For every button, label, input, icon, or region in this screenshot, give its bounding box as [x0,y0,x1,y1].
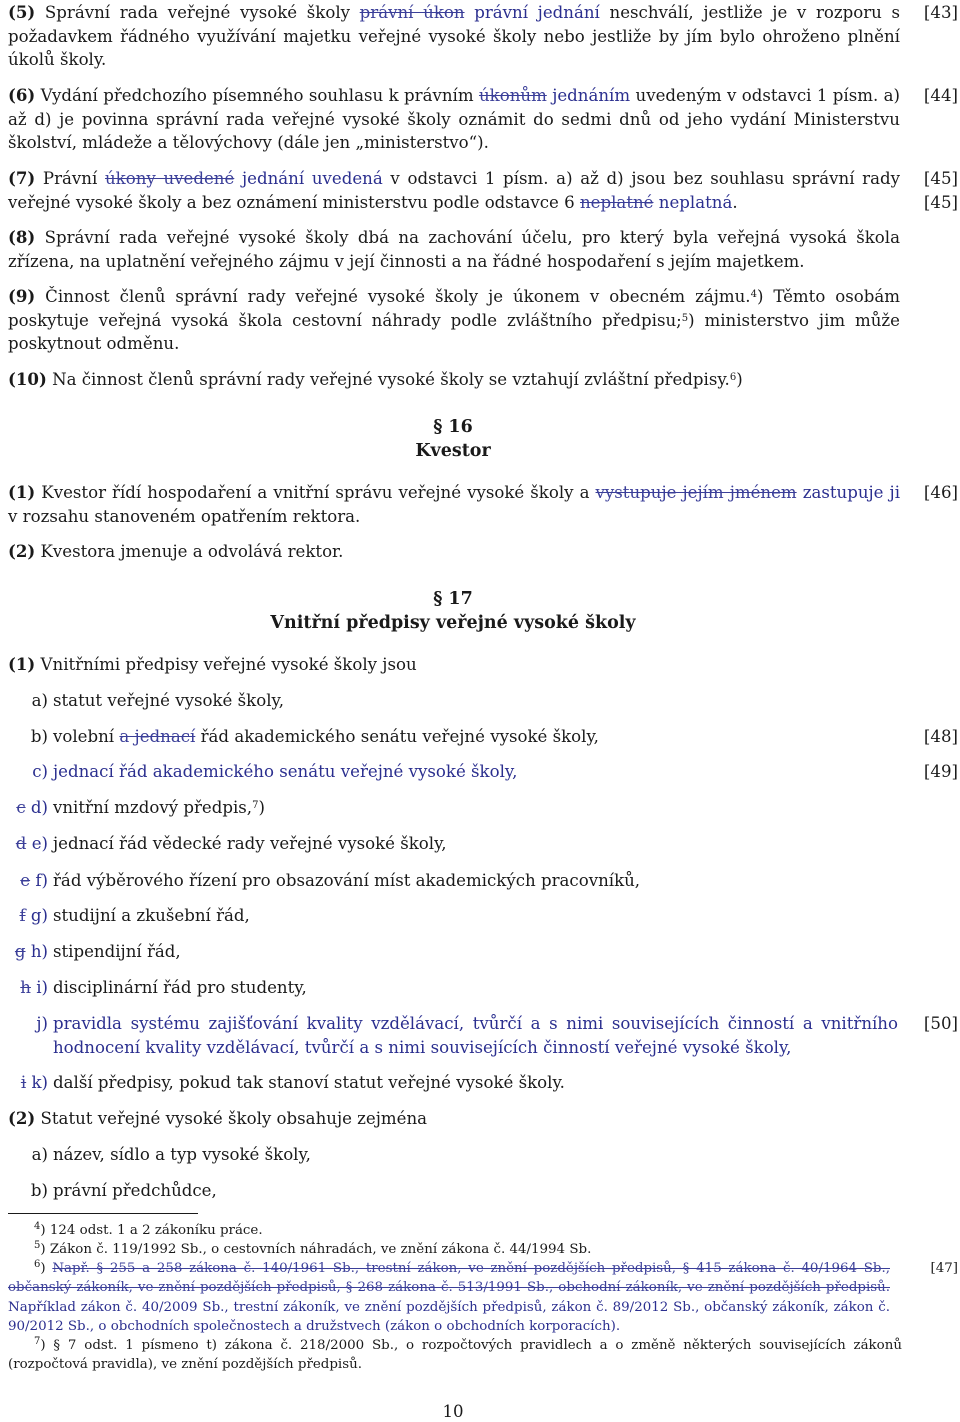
inserted-text: Například zákon č. 40/2009 Sb., trestní zákoník, ve znění pozdějších předpisů, zákon č. 89/2012 Sb., občanský zákoník, zákon č. 90/2012 Sb., o obchodních společnostech a družstvech (zákon o obchodních korporacích). [8,1299,890,1335]
footnote-text: ) 124 odst. 1 a 2 zákoníku práce. [40,1223,263,1238]
item-text: řád výběrového řízení pro obsazování míst akademických pracovníků, [53,871,641,890]
amendment-marker: [48] [923,727,958,746]
amendment-marker: [49] [923,762,958,781]
deleted-label: c [16,798,26,817]
footnote-separator [8,1213,198,1214]
footnote-number: 7 [34,1336,41,1347]
footnote-ref: 4 [750,289,757,300]
kvestor-paragraph-2 [8,540,900,564]
text: Na činnost členů správní rady veřejné vysoké školy se vztahují zvláštní předpisy. [46,370,730,389]
predpisy-paragraph-1 [8,653,900,677]
amendment-marker: [45] [923,169,958,188]
item-label: f) [35,871,48,890]
item-text: právní předchůdce, [53,1181,217,1200]
footnote-number: 4 [34,1221,41,1232]
text: Právní [35,169,105,188]
item-text: další předpisy, pokud tak stanoví statut veřejné vysoké školy. [53,1073,565,1092]
item-label: e) [31,834,48,853]
paragraph-number: (1) [8,482,36,502]
deleted-text: úkony uvedené [104,169,235,188]
deleted-label: g [14,942,26,961]
paragraph-number: (1) [8,654,36,674]
text: Vnitřními předpisy veřejné vysoké školy jsou [35,655,417,674]
deleted-text: Např. § 255 a 258 zákona č. 140/1961 Sb., trestní zákon, ve znění pozdějších předpisů, § 415 zákona č. 40/1964 Sb., občanský zákoník, ve znění pozdějších předpisů, § 268 zákona č. 513/1991 Sb., obchodní zákoník, ve znění pozdějších předpisů. [8,1261,890,1296]
predpisy-paragraph-2 [8,1107,900,1131]
paragraph-number: (6) [8,85,36,105]
item-text: řád akademického senátu veřejné vysoké školy, [195,727,599,746]
item-label: d) [30,798,48,817]
item-text: statut veřejné vysoké školy, [53,691,284,710]
item-label: k) [31,1073,48,1092]
deleted-label: h [20,978,31,997]
text: Správní rada veřejné vysoké školy dbá na zachování účelu, pro který byla veřejná vysoká škola zřízena, na uplatnění veřejného zájmu v její činnosti a na řádné hospodaření s jejím majetkem. [8,228,900,271]
item-label: b) [30,727,48,746]
footnote-6 [8,1259,890,1337]
text: Kvestor řídí hospodaření a vnitřní správu veřejné vysoké školy a [35,483,596,502]
footnote-ref: 7 [252,800,259,811]
deleted-text: a jednací [119,727,196,746]
item-text: disciplinární řád pro studenty, [53,978,307,997]
deleted-text: úkonům [478,86,547,105]
footnote-5 [8,1240,902,1259]
deleted-label: d [15,834,27,853]
amendment-marker: [50] [923,1014,958,1033]
item-text: studijní a zkušební řád, [53,906,250,925]
kvestor-paragraph-1 [8,481,900,528]
inserted-text: jednací řád akademického senátu veřejné vysoké školy, [53,762,518,781]
text: Vydání předchozího písemného souhlasu k právním [35,86,479,105]
text: ) Těmto osobám poskytuje veřejná vysoká škola cestovní náhrady podle zvláštního předpisu; [8,287,900,330]
paragraph-10 [8,368,900,392]
paragraph-5 [8,1,900,72]
inserted-text: zastupuje ji [796,483,900,502]
section-number: § 16 [433,417,473,437]
item-label: i) [36,978,48,997]
footnote-ref: 6 [729,372,737,383]
text: neschválí, jestliže je v rozporu s požadavkem řádného využívání majetku veřejné vysoké školy nebo jestliže by jím bylo ohroženo plnění úkolů školy. [8,3,901,70]
section-number: § 17 [433,589,473,609]
paragraph-number: (2) [8,541,36,561]
inserted-text: právní jednání [464,3,600,22]
paragraph-7 [8,167,900,214]
footnote-text: ) Zákon č. 119/1992 Sb., o cestovních náhradách, ve znění zákona č. 44/1994 Sb. [40,1242,592,1257]
paragraph-number: (8) [8,227,36,247]
item-text: vnitřní mzdový předpis, [53,798,253,817]
page-number: 10 [442,1402,464,1421]
paragraph-9 [8,285,900,356]
deleted-text: právní úkon [359,3,465,22]
item-text: volební [53,727,120,746]
paragraph-number: (9) [8,286,36,306]
amendment-marker: [44] [923,86,958,105]
amendment-marker: [46] [923,483,958,502]
text: Kvestora jmenuje a odvolává rektor. [35,542,344,561]
text: Správní rada veřejné vysoké školy [35,3,360,22]
paragraph-6 [8,84,900,155]
footnote-text: ) § 7 odst. 1 písmeno t) zákona č. 218/2000 Sb., o rozpočtových pravidlech a o změně některých souvisejících zákonů (rozpočtová pravidla), ve znění pozdějších předpisů. [8,1338,902,1373]
inserted-text: jednáním [546,86,631,105]
deleted-text: neplatné [579,192,654,212]
paragraph-number: (7) [8,168,36,188]
item-label: b) [30,1181,48,1200]
item-label: c) [32,762,48,781]
text: ) [736,370,743,389]
item-label: h) [30,942,48,961]
amendment-marker: [47] [930,1261,958,1276]
item-text: jednací řád vědecké rady veřejné vysoké školy, [53,834,447,853]
footnote-7 [8,1336,902,1375]
paragraph-8 [8,226,900,273]
item-text: stipendijní řád, [53,942,181,961]
footnote-4 [8,1221,902,1240]
inserted-text: jednání uvedená [234,169,383,188]
text: v rozsahu stanoveném opatřením rektora. [8,506,361,526]
item-text: název, sídlo a typ vysoké školy, [53,1145,311,1164]
footnote-text: ) [40,1261,53,1276]
deleted-label: i [20,1073,27,1092]
text: . [732,192,738,212]
inserted-text: pravidla systému zajišťování kvality vzdělávací, tvůrčí a s nimi souvisejících činností a vnitřního hodnocení kvality vzdělávací, tvůrčí a s nimi souvisejících činností veřejné vysoké školy, [53,1014,898,1057]
amendment-marker: [45] [923,193,958,212]
paragraph-number: (2) [8,1108,36,1128]
footnote-number: 6 [34,1259,41,1270]
text: v odstavci 1 písm. a) až d) jsou bez souhlasu správní rady veřejné vysoké školy a bez oznámení ministerstvu podle odstavce 6 [8,169,901,212]
item-text: ) [258,798,265,817]
text: Statut veřejné vysoké školy obsahuje zejména [35,1109,428,1128]
section-title: Kvestor [415,441,491,461]
footnote-number: 5 [34,1240,41,1251]
footnote-ref: 5 [681,312,689,324]
deleted-text: vystupuje jejím jménem [595,483,797,502]
inserted-text: neplatná [653,192,733,212]
text: uvedeným v odstavci 1 písm. a) až d) je povinna správní rada veřejné vysoké školy oznámit do sedmi dnů od jeho vydání Ministerstvu školství, mládeže a tělovýchovy (dále jen „ministerstvo“). [8,86,901,153]
deleted-label: f [19,906,26,925]
text: ) ministerstvo jim může poskytnout odměnu. [8,310,900,354]
section-title: Vnitřní předpisy veřejné vysoké školy [270,613,636,633]
paragraph-number: (5) [8,2,36,22]
paragraph-number: (10) [8,369,47,389]
amendment-marker: [43] [923,3,958,22]
item-label: a) [31,1145,48,1164]
item-label: g) [30,906,48,925]
item-label: a) [31,691,48,710]
item-label: j) [36,1014,48,1033]
text: Činnost členů správní rady veřejné vysoké školy je úkonem v obecném zájmu. [35,287,751,306]
deleted-label: e [20,871,31,890]
